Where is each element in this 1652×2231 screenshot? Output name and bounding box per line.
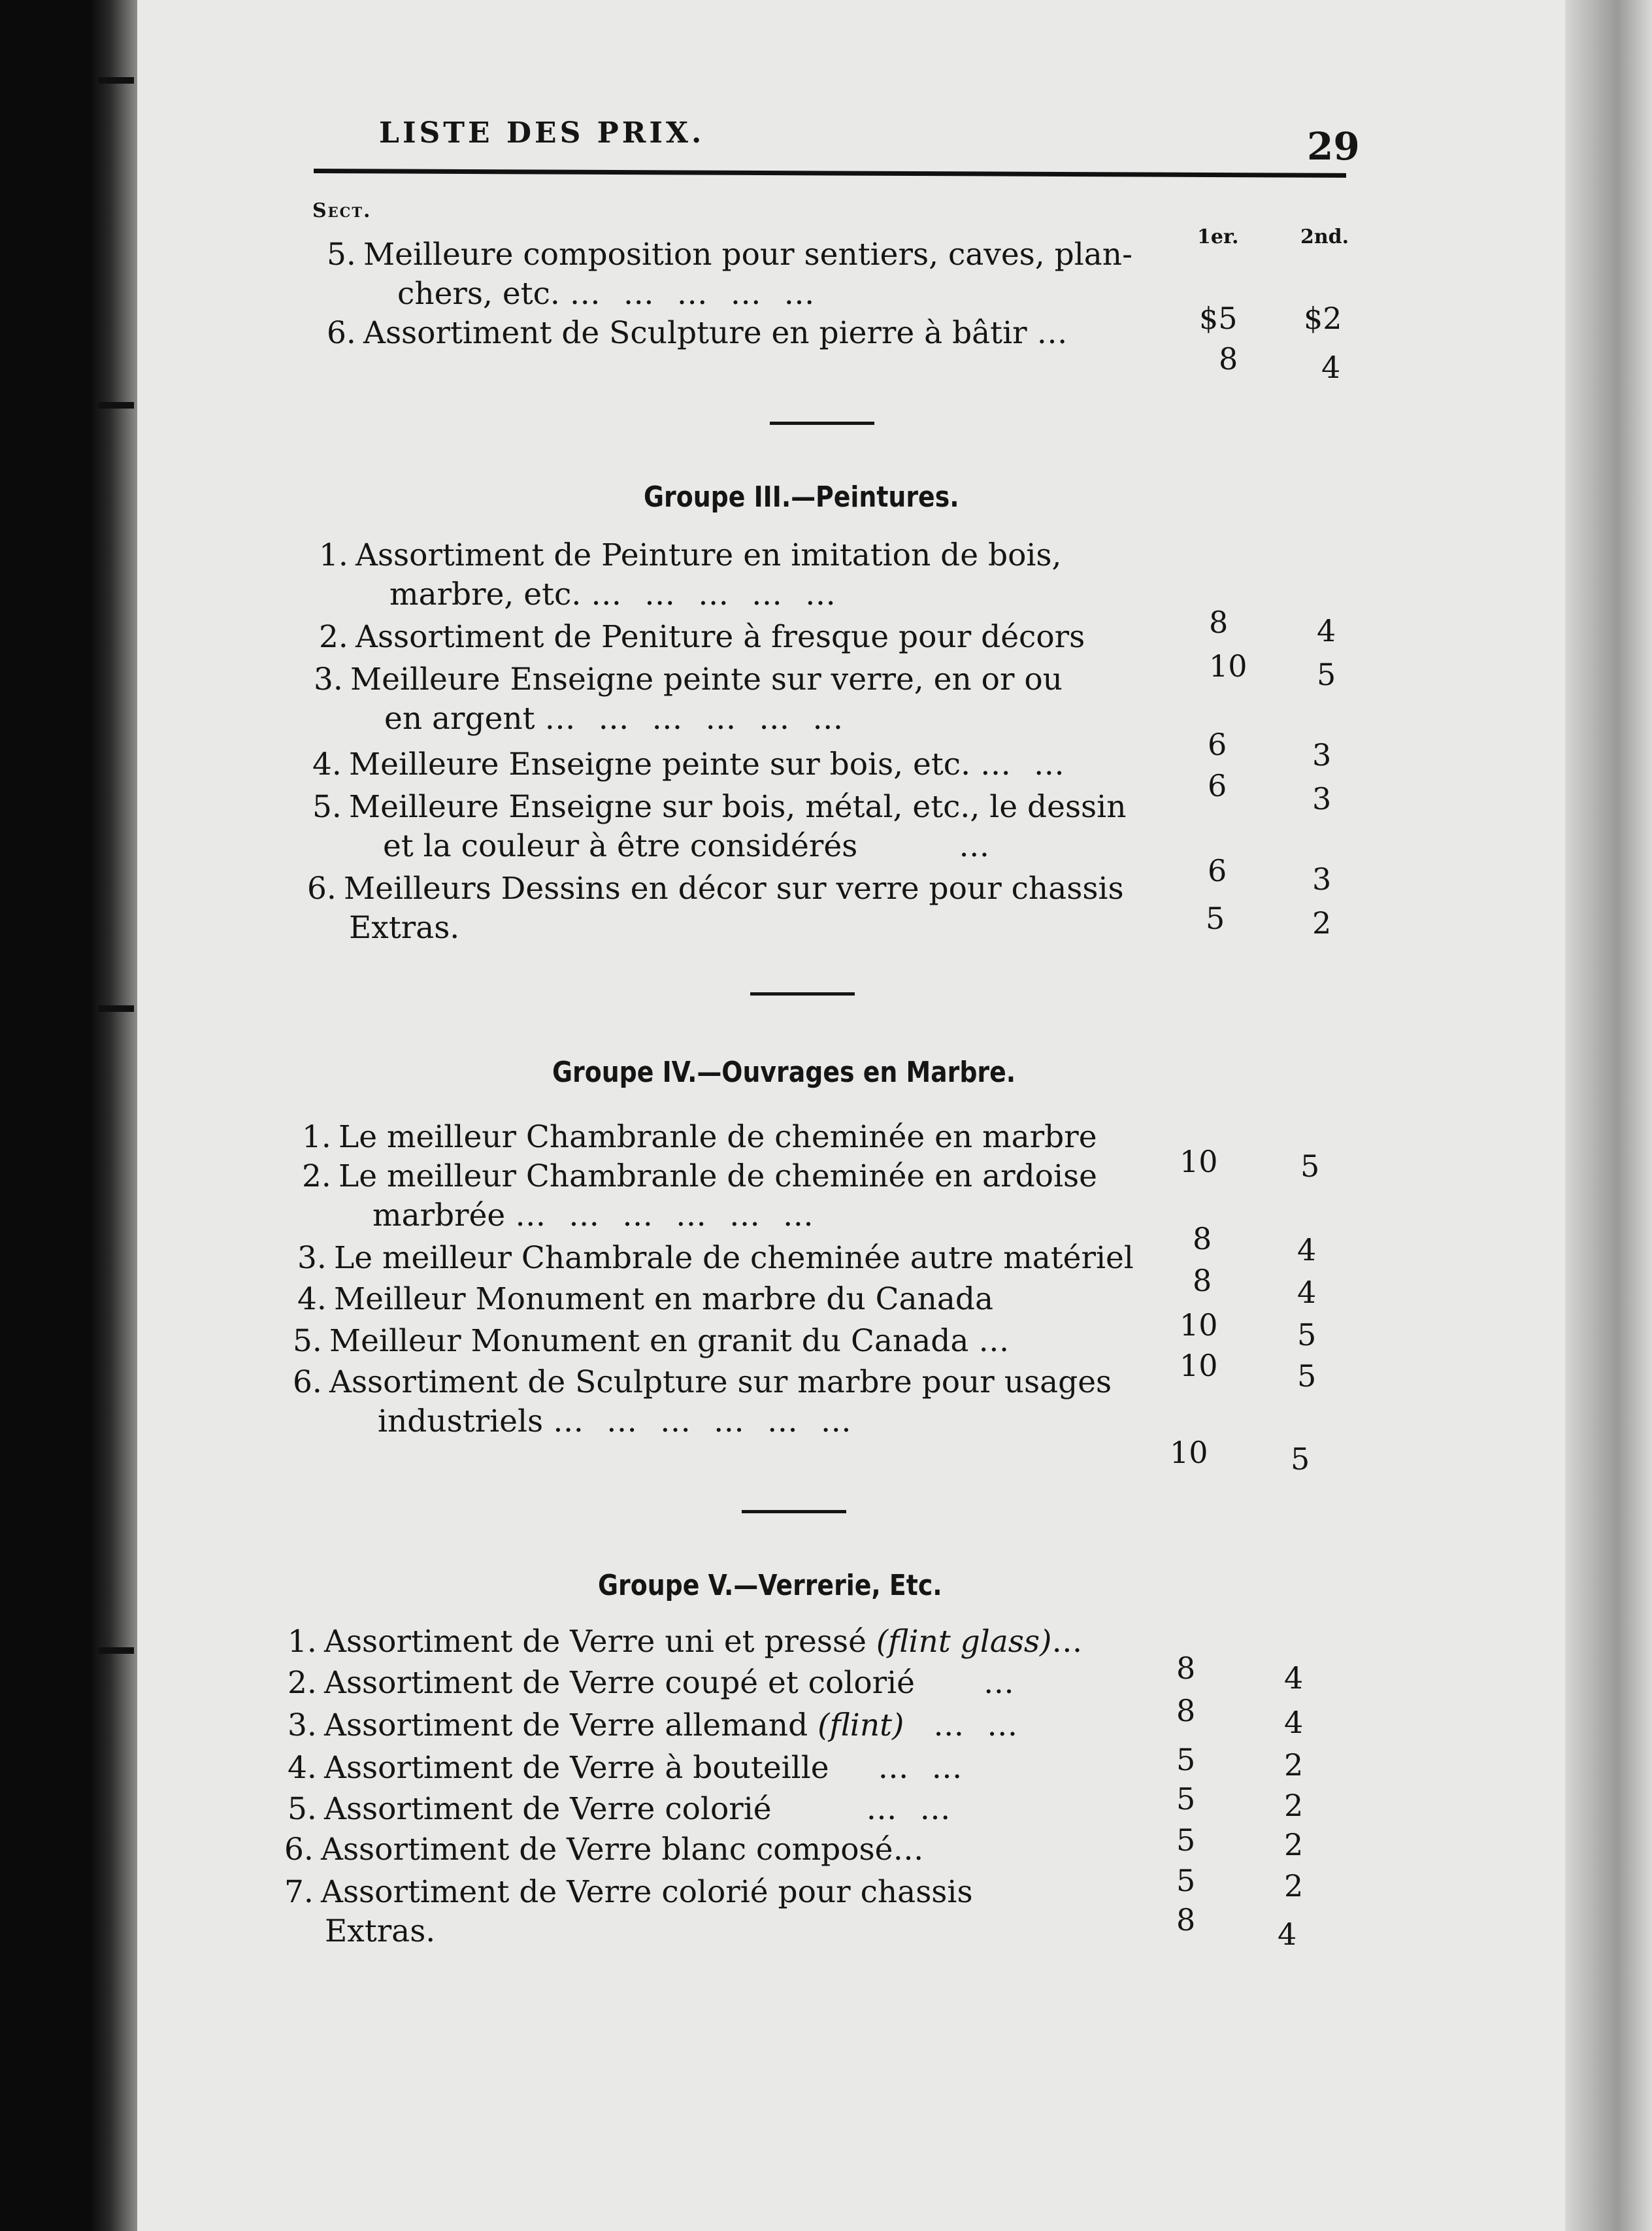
item-text: Assortiment de Sculpture sur marbre pour usages: [329, 1364, 1112, 1400]
list-item: [302, 1118, 1097, 1157]
section-label: Sect.: [312, 199, 372, 222]
item-text: et la couleur à être considérés: [383, 828, 858, 864]
prize-second: 5: [1300, 1149, 1320, 1184]
list-item: [327, 235, 1132, 314]
list-item: [288, 1749, 968, 1788]
prize-first: 10: [1209, 648, 1247, 684]
prize-first: 10: [1180, 1307, 1218, 1343]
section-rule: [742, 1510, 846, 1513]
item-text: Le meilleur Chambrale de cheminée autre matériel: [334, 1240, 1134, 1276]
binding-thread: [98, 402, 134, 409]
item-text: Le meilleur Chambranle de cheminée en marbre: [339, 1119, 1097, 1155]
leader-dots: … … … … …: [591, 577, 842, 612]
prize-second: 2: [1284, 1827, 1304, 1862]
prize-first: 8: [1176, 1902, 1196, 1937]
prize-first: 5: [1176, 1781, 1196, 1817]
item-text: Meilleure Enseigne peinte sur bois, etc.: [349, 746, 971, 782]
item-number: 3.: [288, 1707, 317, 1743]
list-item: [312, 788, 1126, 866]
item-text: Assortiment de Verre colorié pour chassis: [321, 1874, 973, 1910]
leader-dots: …: [959, 828, 997, 864]
prize-second: 4: [1321, 350, 1341, 385]
item-text: Meilleurs Dessins en décor sur verre pour chassis: [344, 871, 1124, 907]
running-title: LISTE DES PRIX.: [379, 116, 705, 150]
prize-first: 8: [1219, 341, 1238, 377]
item-text: Assortiment de Verre blanc composé…: [321, 1832, 924, 1868]
leader-dots: …: [978, 1323, 1016, 1359]
item-text: Assortiment de Peinture en imitation de bois,: [355, 537, 1062, 573]
prize-second: 4: [1317, 613, 1336, 648]
leader-dots: … … … … … …: [515, 1198, 820, 1233]
prize-second: 2: [1284, 1747, 1304, 1783]
item-number: 3.: [314, 662, 343, 697]
leader-dots: … …: [878, 1750, 969, 1786]
item-number: 4.: [288, 1750, 317, 1786]
prize-first: 10: [1180, 1348, 1218, 1383]
item-number: 1.: [302, 1119, 331, 1155]
binding-thread: [98, 1647, 134, 1654]
item-text: en argent: [384, 701, 535, 737]
item-number: 6.: [284, 1832, 314, 1868]
prize-first: 8: [1176, 1693, 1196, 1728]
prize-first: 5: [1176, 1863, 1196, 1898]
list-item: [288, 1622, 1082, 1662]
list-item: [288, 1790, 957, 1829]
item-number: 4.: [297, 1281, 327, 1317]
item-text: marbre, etc.: [389, 577, 582, 612]
binding-thread: [98, 1005, 134, 1012]
section-rule: [750, 992, 855, 996]
group-title: Groupe V.—Verrerie, Etc.: [598, 1569, 942, 1602]
item-number: 5.: [327, 237, 356, 273]
item-number: 7.: [284, 1874, 314, 1910]
leader-dots: …: [1051, 1624, 1083, 1660]
prize-second: 4: [1297, 1232, 1317, 1267]
list-item: [297, 1239, 1134, 1278]
column-header-second: 2nd.: [1300, 226, 1349, 248]
item-text: marbrée: [372, 1198, 506, 1233]
prize-second: $2: [1304, 301, 1342, 336]
prize-second: 5: [1297, 1317, 1317, 1352]
item-text: Meilleure composition pour sentiers, caves, plan-: [363, 237, 1132, 273]
leader-dots: … …: [866, 1791, 957, 1827]
prize-second: 4: [1284, 1705, 1304, 1740]
list-item: [307, 869, 1124, 948]
binding-thread: [98, 77, 134, 84]
prize-first: 10: [1180, 1144, 1218, 1179]
group-title: Groupe III.—Peintures.: [644, 480, 959, 514]
prize-first: $5: [1199, 301, 1238, 336]
item-number: 2.: [319, 619, 348, 655]
item-number: 6.: [327, 315, 356, 351]
item-italic-note: (flint): [818, 1707, 904, 1743]
list-item: [293, 1363, 1112, 1441]
list-item: [327, 314, 1074, 353]
list-item: [312, 745, 1071, 784]
item-text: Assortiment de Peniture à fresque pour décors: [355, 619, 1085, 655]
item-number: 5.: [288, 1791, 317, 1827]
item-text: Assortiment de Verre coupé et colorié: [324, 1665, 915, 1701]
item-number: 4.: [312, 746, 342, 782]
list-item: [284, 1873, 973, 1951]
leader-dots: …: [1036, 315, 1074, 351]
prize-first: 6: [1208, 727, 1227, 762]
list-item: [297, 1280, 993, 1319]
prize-first: 6: [1208, 768, 1227, 803]
prize-first: 5: [1176, 1822, 1196, 1858]
item-number: 3.: [297, 1240, 327, 1276]
prize-second: 5: [1317, 657, 1336, 692]
item-text: industriels: [378, 1403, 544, 1439]
item-number: 2.: [302, 1158, 331, 1194]
item-text: Assortiment de Verre uni et pressé: [324, 1624, 867, 1660]
item-text: Meilleur Monument en granit du Canada: [329, 1323, 969, 1359]
prize-first: 8: [1193, 1263, 1212, 1298]
item-number: 2.: [288, 1665, 317, 1701]
prize-first: 6: [1208, 853, 1227, 888]
section-rule: [770, 422, 874, 425]
prize-second: 3: [1312, 781, 1332, 816]
list-item: [302, 1157, 1097, 1235]
prize-first: 5: [1206, 901, 1225, 936]
prize-second: 4: [1278, 1917, 1297, 1952]
prize-first: 8: [1176, 1651, 1196, 1686]
item-text: Meilleur Monument en marbre du Canada: [334, 1281, 994, 1317]
leader-dots: … …: [980, 746, 1071, 782]
item-text: Assortiment de Verre à bouteille: [324, 1750, 829, 1786]
list-item: [293, 1322, 1016, 1361]
prize-first: 5: [1176, 1742, 1196, 1777]
item-text: Meilleure Enseigne sur bois, métal, etc., le dessin: [349, 789, 1127, 825]
item-number: 6.: [293, 1364, 322, 1400]
item-number: 5.: [293, 1323, 322, 1359]
list-item: [319, 618, 1085, 657]
prize-first: 8: [1209, 605, 1229, 640]
leader-dots: … … … … … …: [553, 1403, 858, 1439]
item-number: 6.: [307, 871, 337, 907]
column-header-first: 1er.: [1197, 226, 1239, 248]
page-number: 29: [1307, 124, 1360, 169]
prize-second: 3: [1312, 737, 1332, 773]
page-edge: [1565, 0, 1652, 2231]
prize-second: 5: [1297, 1358, 1317, 1394]
prize-second: 2: [1284, 1868, 1304, 1904]
prize-second: 4: [1297, 1275, 1317, 1310]
item-number: 5.: [312, 789, 342, 825]
item-text: Assortiment de Verre colorié: [324, 1791, 772, 1827]
item-text: Extras.: [325, 1913, 436, 1949]
prize-second: 5: [1291, 1441, 1310, 1477]
prize-first: 10: [1170, 1435, 1208, 1470]
prize-second: 2: [1312, 905, 1332, 941]
leader-dots: … …: [933, 1707, 1025, 1743]
list-item: [288, 1706, 1024, 1745]
prize-second: 2: [1284, 1788, 1304, 1823]
leader-dots: …: [983, 1665, 1021, 1701]
item-text: Assortiment de Verre allemand: [324, 1707, 808, 1743]
group-title: Groupe IV.—Ouvrages en Marbre.: [552, 1056, 1016, 1089]
list-item: [288, 1664, 1021, 1703]
list-item: [314, 660, 1063, 739]
prize-second: 4: [1284, 1660, 1304, 1696]
prize-second: 3: [1312, 862, 1332, 897]
item-number: 1.: [319, 537, 348, 573]
prize-first: 8: [1193, 1221, 1212, 1256]
item-text: Assortiment de Sculpture en pierre à bâtir: [363, 315, 1027, 351]
item-text: Extras.: [349, 910, 460, 946]
item-text: chers, etc.: [397, 276, 560, 312]
item-number: 1.: [288, 1624, 317, 1660]
list-item: [284, 1830, 924, 1870]
leader-dots: … … … … … …: [544, 701, 850, 737]
list-item: [319, 536, 1062, 614]
item-italic-note: (flint glass): [876, 1624, 1052, 1660]
leader-dots: … … … … …: [569, 276, 821, 312]
item-text: Meilleure Enseigne peinte sur verre, en or ou: [350, 662, 1063, 697]
item-text: Le meilleur Chambranle de cheminée en ardoise: [339, 1158, 1097, 1194]
page-binding: [91, 0, 137, 2231]
